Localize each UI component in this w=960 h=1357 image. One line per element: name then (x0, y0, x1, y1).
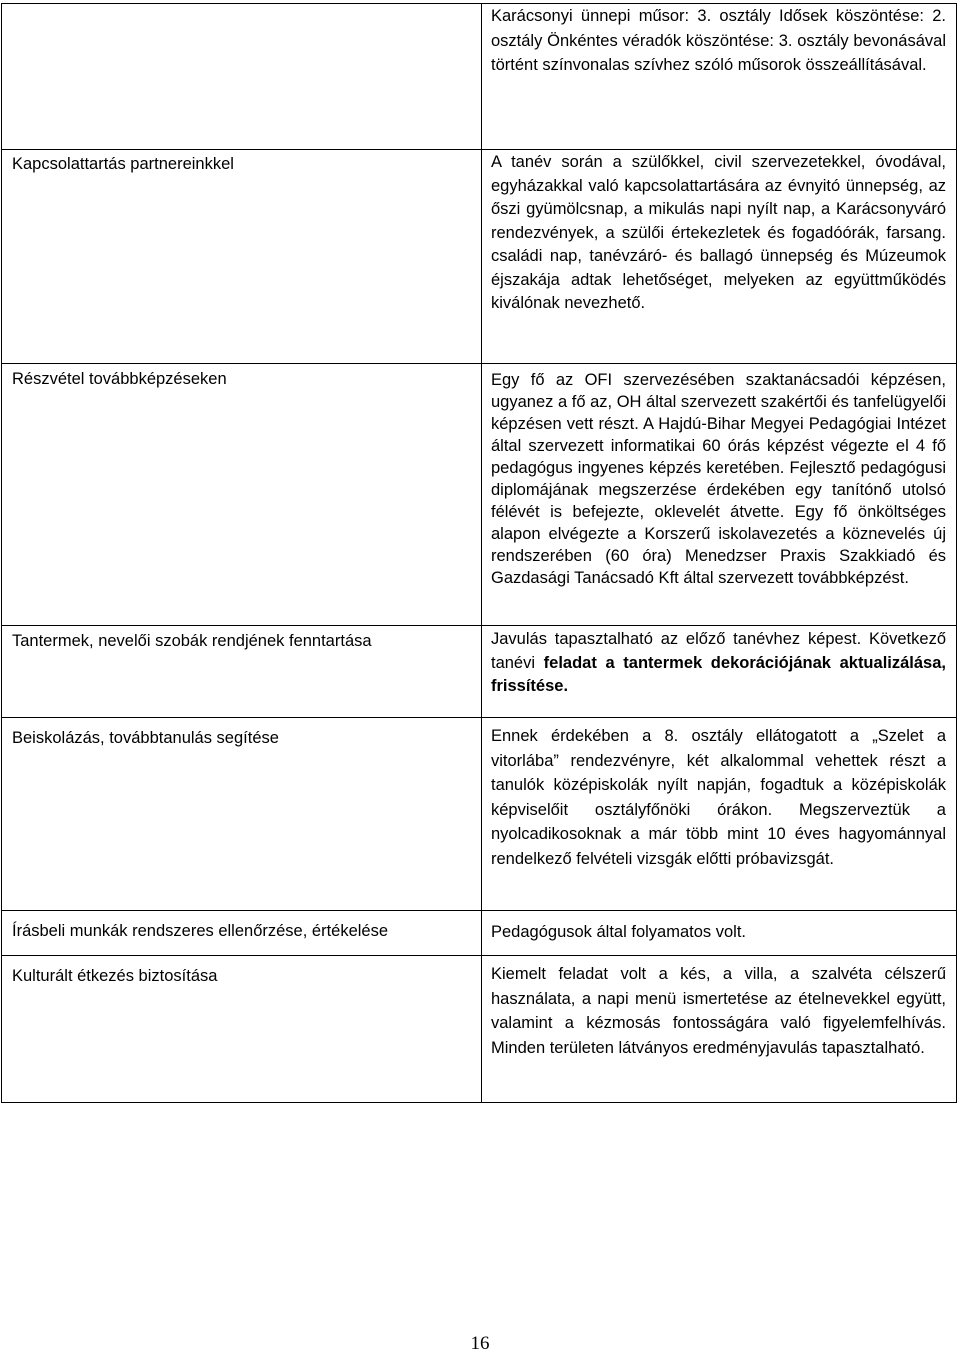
table-row (2, 364, 957, 626)
row-text-cell (482, 626, 957, 718)
row-label-cell (2, 718, 482, 911)
row-label-cell (2, 911, 482, 956)
row-text-cell (482, 4, 957, 150)
row-text-cell (482, 150, 957, 364)
table-row (2, 626, 957, 718)
row-text (482, 626, 956, 699)
table-row (2, 4, 957, 150)
row-text: Karácsonyi ünnepi műsor: 3. osztály Idősek köszöntése: 2. osztály Önkéntes véradók köszöntése: 3. osztály bevonásával történt színvonalas szívhez szóló műsorok összeállításával. (491, 7, 946, 74)
row-text-bold: feladat a tantermek dekorációjának aktualizálása, frissítése. (491, 653, 946, 695)
row-text-cell (482, 911, 957, 956)
table-row (2, 911, 957, 956)
row-label-cell (2, 364, 482, 626)
row-text: Ennek érdekében a 8. osztály ellátogatott a „Szelet a vitorlába” rendezvényre, két alkalommal vehettek részt a tanulók középiskolák nyílt napján, fogadtuk a középiskolák képviselőit osztályfőnöki órákon. Megszerveztük a nyolcadikosoknak a már több mint 10 éves hagyománnyal rendelkező felvételi vizsgák előtti próbavizsgát. (491, 727, 946, 868)
row-text: Pedagógusok által folyamatos volt. (491, 923, 746, 941)
row-label-cell (2, 626, 482, 718)
row-label-cell (2, 956, 482, 1103)
row-label: Kapcsolattartás partnereinkkel (12, 155, 234, 173)
row-text-cell (482, 364, 957, 626)
table-row (2, 150, 957, 364)
row-label: Részvétel továbbképzéseken (12, 370, 227, 388)
row-text: Egy fő az OFI szervezésében szaktanácsadói képzésen, ugyanez a fő az, OH által szervezett szakértői és tanfelügyelői képzésen vett részt. A Hajdú-Bihar Megyei Pedagógiai Intézet által szervezett informatikai 60 órás képzést végezte el 4 fő pedagógus ingyenes képzés keretében. Fejlesztő pedagógusi diplomájának megszerzése érdekében egy tanítónő utolsó félévét is befejezte, oklevelét átvette. Egy fő önköltséges alapon elvégezte a Korszerű iskolavezetés a köznevelés új rendszerében (60 óra) Menedzser Praxis Szakkiadó és Gazdasági Tanácsadó Kft által szervezett továbbképzést. (491, 371, 946, 587)
table-row (2, 718, 957, 911)
row-text: A tanév során a szülőkkel, civil szervezetekkel, óvodával, egyházakkal való kapcsolattartására az évnyitó ünnepség, az őszi gyümölcsnap, a mikulás napi nyílt nap, a Karácsonyváró rendezvények, a szülői értekezletek és fogadóórák, farsang. családi nap, tanévzáró- és ballagó ünnepség és Múzeumok éjszakája adtak lehetőséget, melyeken az együttműködés kiválónak nevezhető. (491, 153, 946, 312)
row-text: Kiemelt feladat volt a kés, a villa, a szalvéta célszerű használata, a napi menü ismertetése az ételnevekkel együtt, valamint a kézmosás fontosságára való figyelemfelhívás. Minden területen látványos eredményjavulás tapasztalható. (491, 965, 946, 1057)
table-row (2, 956, 957, 1103)
row-text-cell (482, 718, 957, 911)
row-label-cell (2, 150, 482, 364)
row-label: Írásbeli munkák rendszeres ellenőrzése, értékelése (12, 922, 389, 940)
row-label: Tantermek, nevelői szobák rendjének fenntartása (12, 632, 372, 650)
row-text-cell (482, 956, 957, 1103)
row-label-cell (2, 4, 482, 150)
row-text-regular: Javulás tapasztalható az előző tanévhez képest. Következő tanévi (491, 630, 946, 672)
page-number: 16 (470, 1333, 490, 1354)
report-table (1, 3, 957, 1103)
row-label: Beiskolázás, továbbtanulás segítése (12, 729, 279, 747)
row-label: Kulturált étkezés biztosítása (12, 967, 218, 985)
